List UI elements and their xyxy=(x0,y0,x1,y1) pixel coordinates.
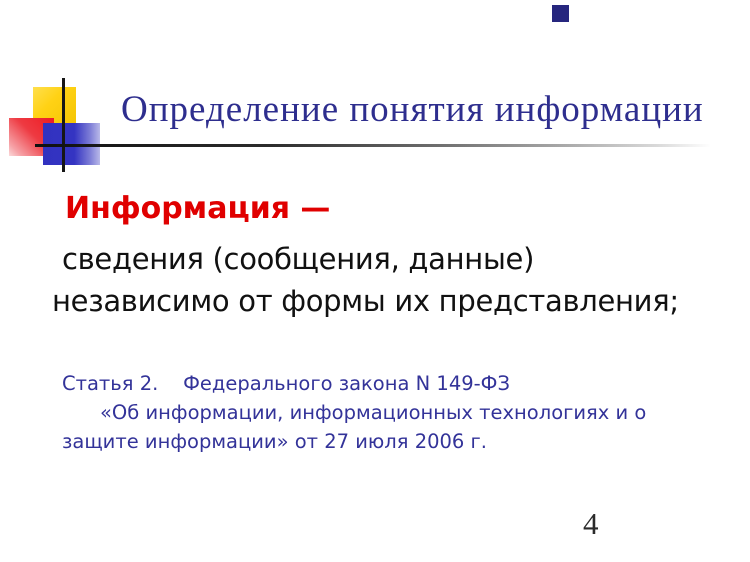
definition-heading: Информация — xyxy=(65,191,331,226)
definition-line-2: независимо от формы их представления; xyxy=(52,284,679,318)
corner-accent-square xyxy=(552,5,569,22)
page-number: 4 xyxy=(583,506,599,541)
slide-title: Определение понятия информации xyxy=(121,89,704,130)
citation-line-1: Статья 2. Федерального закона N 149-ФЗ xyxy=(62,372,510,395)
definition-line-1: сведения (сообщения, данные) xyxy=(62,242,535,276)
citation-line-2: «Об информации, информационных технологиях и о xyxy=(100,401,647,424)
cross-vertical-line xyxy=(62,78,65,172)
title-underline xyxy=(35,144,711,147)
citation-line-3: защите информации» от 27 июля 2006 г. xyxy=(62,430,487,453)
